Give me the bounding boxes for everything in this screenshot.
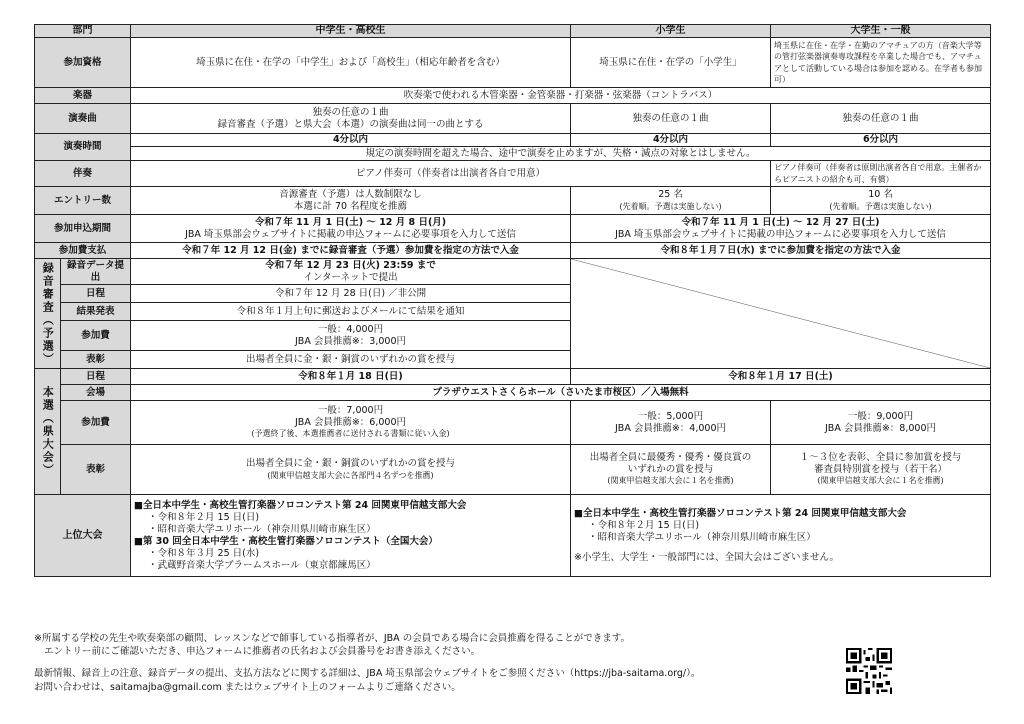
final-fee-c1b: JBA 会員推薦※：6,000円: [295, 416, 406, 428]
entries-row: [35, 187, 991, 215]
upper-right-t1a: ・令和８年２月 15 日(日): [588, 519, 700, 531]
final-fee-label: 参加費: [61, 401, 131, 445]
upper-right-t1: ■全日本中学生・高校生管打楽器ソロコンテスト第 24 回関東甲信越支部大会: [574, 507, 907, 519]
final-award-c1a: 出場者全員に金・銀・銅賞のいずれかの賞を授与: [245, 458, 455, 469]
prelim-value-4: 出場者全員に金・銀・銅賞のいずれかの賞を授与: [131, 351, 571, 369]
prelim-value-0b: インターネットで提出: [303, 271, 398, 283]
eligibility-label: 参加資格: [35, 38, 131, 88]
eligibility-row: [35, 38, 991, 88]
piece-c2: 独奏の任意の１曲: [571, 104, 771, 134]
prelim-label-3: 参加費: [61, 321, 131, 351]
final-fee-c1a: 一般：7,000円: [317, 405, 384, 417]
time-note: 規定の演奏時間を超えた場合、途中で演奏を止めますが、失格・減点の対象とはしません。: [131, 147, 991, 161]
prelim-label-1: 日程: [61, 285, 131, 303]
diagonal-line: [571, 259, 990, 368]
entries-c3b: (先着順。予選は実施しない): [829, 201, 932, 211]
final-award-c3a: １～３位を表彰、全員に参加賞を授与: [799, 452, 962, 464]
accomp-label: 伴奏: [35, 161, 131, 187]
final-fee-c3: [771, 401, 991, 445]
time-label: 演奏時間: [35, 134, 131, 161]
prelim-value-0: [131, 259, 571, 285]
final-award-c1: [131, 445, 571, 495]
final-venue-value: プラザウエストさくらホール（さいたま市桜区）／入場無料: [131, 385, 991, 401]
final-venue-label: 会場: [61, 385, 131, 401]
final-date-c23: 令和８年１月 17 日(土): [571, 369, 991, 385]
upper-right: [571, 495, 991, 577]
time-row: [35, 134, 991, 147]
final-award-c2a: 出場者全員に最優秀・優秀・優良賞の: [589, 452, 752, 464]
entries-c1: [131, 187, 571, 215]
entries-c3a: 10 名: [868, 189, 893, 200]
entries-label: エントリー数: [35, 187, 131, 215]
final-group-label: 本選（県大会）: [35, 369, 61, 495]
prelim-value-3: [131, 321, 571, 351]
final-fee-c1c: (予選終了後、本選推薦者に送付される書類に従い入金): [251, 429, 450, 439]
final-award-c3c: (関東甲信越支部大会に１名を推薦): [817, 476, 944, 486]
prelim-row-0: [35, 259, 991, 285]
final-award-c3: [771, 445, 991, 495]
header-adult: 大学生・一般: [771, 25, 991, 38]
period-c1: [131, 215, 571, 243]
prelim-label-0: 録音データ提出: [61, 259, 131, 285]
accomp-c3: ピアノ伴奏可（伴奏者は原則出演者各自で用意。主催者からピアニストの紹介も可、有償）: [771, 161, 991, 187]
upper-right-t1b: ・昭和音楽大学ユリホール（神奈川県川崎市麻生区）: [588, 531, 816, 543]
prelim-na-area: [571, 259, 991, 369]
qr-code-icon: [846, 648, 892, 694]
period-c23b: JBA 埼玉県部会ウェブサイトに掲載の申込フォームに必要事項を入力して送信: [615, 228, 946, 240]
piece-c1b: 録音審査（予選）と県大会（本選）の演奏曲は同一の曲とする: [217, 118, 484, 130]
upper-left-t2a: ・令和８年３月 25 日(水): [148, 547, 260, 559]
final-fee-c1: [131, 401, 571, 445]
upper-left-t2b: ・武蔵野音楽大学ブラームスホール（東京都練馬区）: [148, 559, 376, 571]
piece-label: 演奏曲: [35, 104, 131, 134]
footer-note-2: エントリー前にご確認いただき、申込フォームに推薦者の氏名および会員番号をお書き添えください。: [44, 646, 481, 657]
accomp-row: [35, 161, 991, 187]
header-category: 部門: [35, 25, 131, 38]
entries-c1b: 本選に計 70 名程度を推薦: [293, 200, 408, 212]
feepay-c1: 令和７年 12 月 12 日(金) までに録音審査（予選）参加費を指定の方法で入金: [131, 243, 571, 259]
final-venue-row: [35, 385, 991, 401]
time-c2: 4分以内: [571, 134, 771, 147]
time-c3: 6分以内: [771, 134, 991, 147]
final-fee-c2a: 一般：5,000円: [637, 411, 704, 422]
final-fee-c3a: 一般：9,000円: [847, 411, 914, 422]
prelim-value-0a: 令和７年 12 月 23 日(火) 23:59 まで: [265, 260, 436, 271]
final-fee-row: [35, 401, 991, 445]
piece-c1a: 独奏の任意の１曲: [312, 107, 389, 118]
upper-left-t1b: ・昭和音楽大学ユリホール（神奈川県川崎市麻生区）: [148, 523, 376, 535]
final-award-c2c: (関東甲信越支部大会に１名を推薦): [607, 476, 734, 486]
final-award-c3b: 審査員特別賞を授与（若干名）: [813, 463, 947, 475]
instrument-value: 吹奏楽で使われる木管楽器・金管楽器・打楽器・弦楽器（コントラバス）: [131, 88, 991, 104]
time-c1: 4分以内: [131, 134, 571, 147]
prelim-value-2: 令和８年１月上旬に郵送およびメールにて結果を通知: [131, 303, 571, 321]
period-c23: [571, 215, 991, 243]
period-c1a: 令和７年 11 月 1 日(土) ～ 12 月 8 日(月): [254, 217, 447, 228]
prelim-value-3a: 一般：4,000円: [317, 324, 384, 335]
entries-c2a: 25 名: [658, 189, 683, 200]
prelim-label-2: 結果発表: [61, 303, 131, 321]
period-c1b: JBA 埼玉県部会ウェブサイトに掲載の申込フォームに必要事項を入力して送信: [185, 228, 516, 240]
instrument-label: 楽器: [35, 88, 131, 104]
feepay-row: [35, 243, 991, 259]
final-date-label: 日程: [61, 369, 131, 385]
time-note-row: [35, 147, 991, 161]
final-award-c2: [571, 445, 771, 495]
entries-c3: [771, 187, 991, 215]
header-elementary: 小学生: [571, 25, 771, 38]
eligibility-c1: 埼玉県に在住・在学の「中学生」および「高校生」（相応年齢者を含む）: [131, 38, 571, 88]
upper-label: 上位大会: [35, 495, 131, 577]
piece-c1: [131, 104, 571, 134]
entries-c2: [571, 187, 771, 215]
prelim-label-4: 表彰: [61, 351, 131, 369]
entries-c2b: (先着順。予選は実施しない): [619, 201, 722, 211]
footer-note-3: 最新情報、録音上の注意、録音データの提出、支払方法などに関する詳細は、JBA 埼玉県部会ウェブサイトをご参照ください（https://jba-saitama.org/）。: [34, 668, 701, 679]
final-fee-c2: [571, 401, 771, 445]
instrument-row: [35, 88, 991, 104]
piece-row: [35, 104, 991, 134]
footer-note-1: ※所属する学校の先生や吹奏楽部の顧問、レッスンなどで師事している指導者が、JBA の会員である場合に会員推薦を得ることができます。: [34, 633, 630, 644]
eligibility-c3: 埼玉県に在住・在学・在勤のアマチュアの方（音楽大学等の管打弦楽器演奏専攻課程を卒業した場合でも、アマチュアとして活動している場合は参加を認める。在学者も参加可）: [771, 38, 991, 88]
period-c23a: 令和７年 11 月 1 日(土) ～ 12 月 27 日(土): [681, 217, 880, 228]
eligibility-c2: 埼玉県に在住・在学の「小学生」: [571, 38, 771, 88]
entries-c1a: 音源審査（予選）は人数制限なし: [279, 189, 422, 200]
feepay-c23: 令和８年１月７日(水) までに参加費を指定の方法で入金: [571, 243, 991, 259]
upper-left-t2: ■第 30 回全日本中学生・高校生管打楽器ソロコンテスト（全国大会）: [134, 535, 438, 547]
upper-left: [131, 495, 571, 577]
contest-table: [34, 24, 991, 577]
header-row: [35, 25, 991, 38]
prelim-value-1: 令和７年 12 月 28 日(日) ／非公開: [131, 285, 571, 303]
final-fee-c2b: JBA 会員推薦※：4,000円: [615, 422, 726, 434]
header-junior-high: 中学生・高校生: [131, 25, 571, 38]
piece-c3: 独奏の任意の１曲: [771, 104, 991, 134]
final-date-c1: 令和８年１月 18 日(日): [131, 369, 571, 385]
footer-note-4: お問い合わせは、saitamajba@gmail.com またはウェブサイト上のフォームよりご連絡ください。: [34, 682, 461, 693]
prelim-value-3b: JBA 会員推薦※：3,000円: [295, 335, 406, 347]
accomp-c12: ピアノ伴奏可（伴奏者は出演者各自で用意）: [131, 161, 771, 187]
final-award-c2b: いずれかの賞を授与: [627, 463, 714, 475]
final-award-row: [35, 445, 991, 495]
period-row: [35, 215, 991, 243]
upper-left-t1a: ・令和８年２月 15 日(日): [148, 511, 260, 523]
final-award-c1b: (関東甲信越支部大会に各部門４名ずつを推薦): [267, 470, 434, 480]
prelim-group-label: 録音審査（予選）: [35, 259, 61, 369]
period-label: 参加申込期間: [35, 215, 131, 243]
final-fee-c3b: JBA 会員推薦※：8,000円: [825, 422, 936, 434]
final-award-label: 表彰: [61, 445, 131, 495]
feepay-label: 参加費支払: [35, 243, 131, 259]
final-date-row: [35, 369, 991, 385]
upper-right-note: ※小学生、大学生・一般部門には、全国大会はございません。: [574, 551, 840, 563]
upper-left-t1: ■全日本中学生・高校生管打楽器ソロコンテスト第 24 回関東甲信越支部大会: [134, 499, 467, 511]
upper-row: [35, 495, 991, 577]
